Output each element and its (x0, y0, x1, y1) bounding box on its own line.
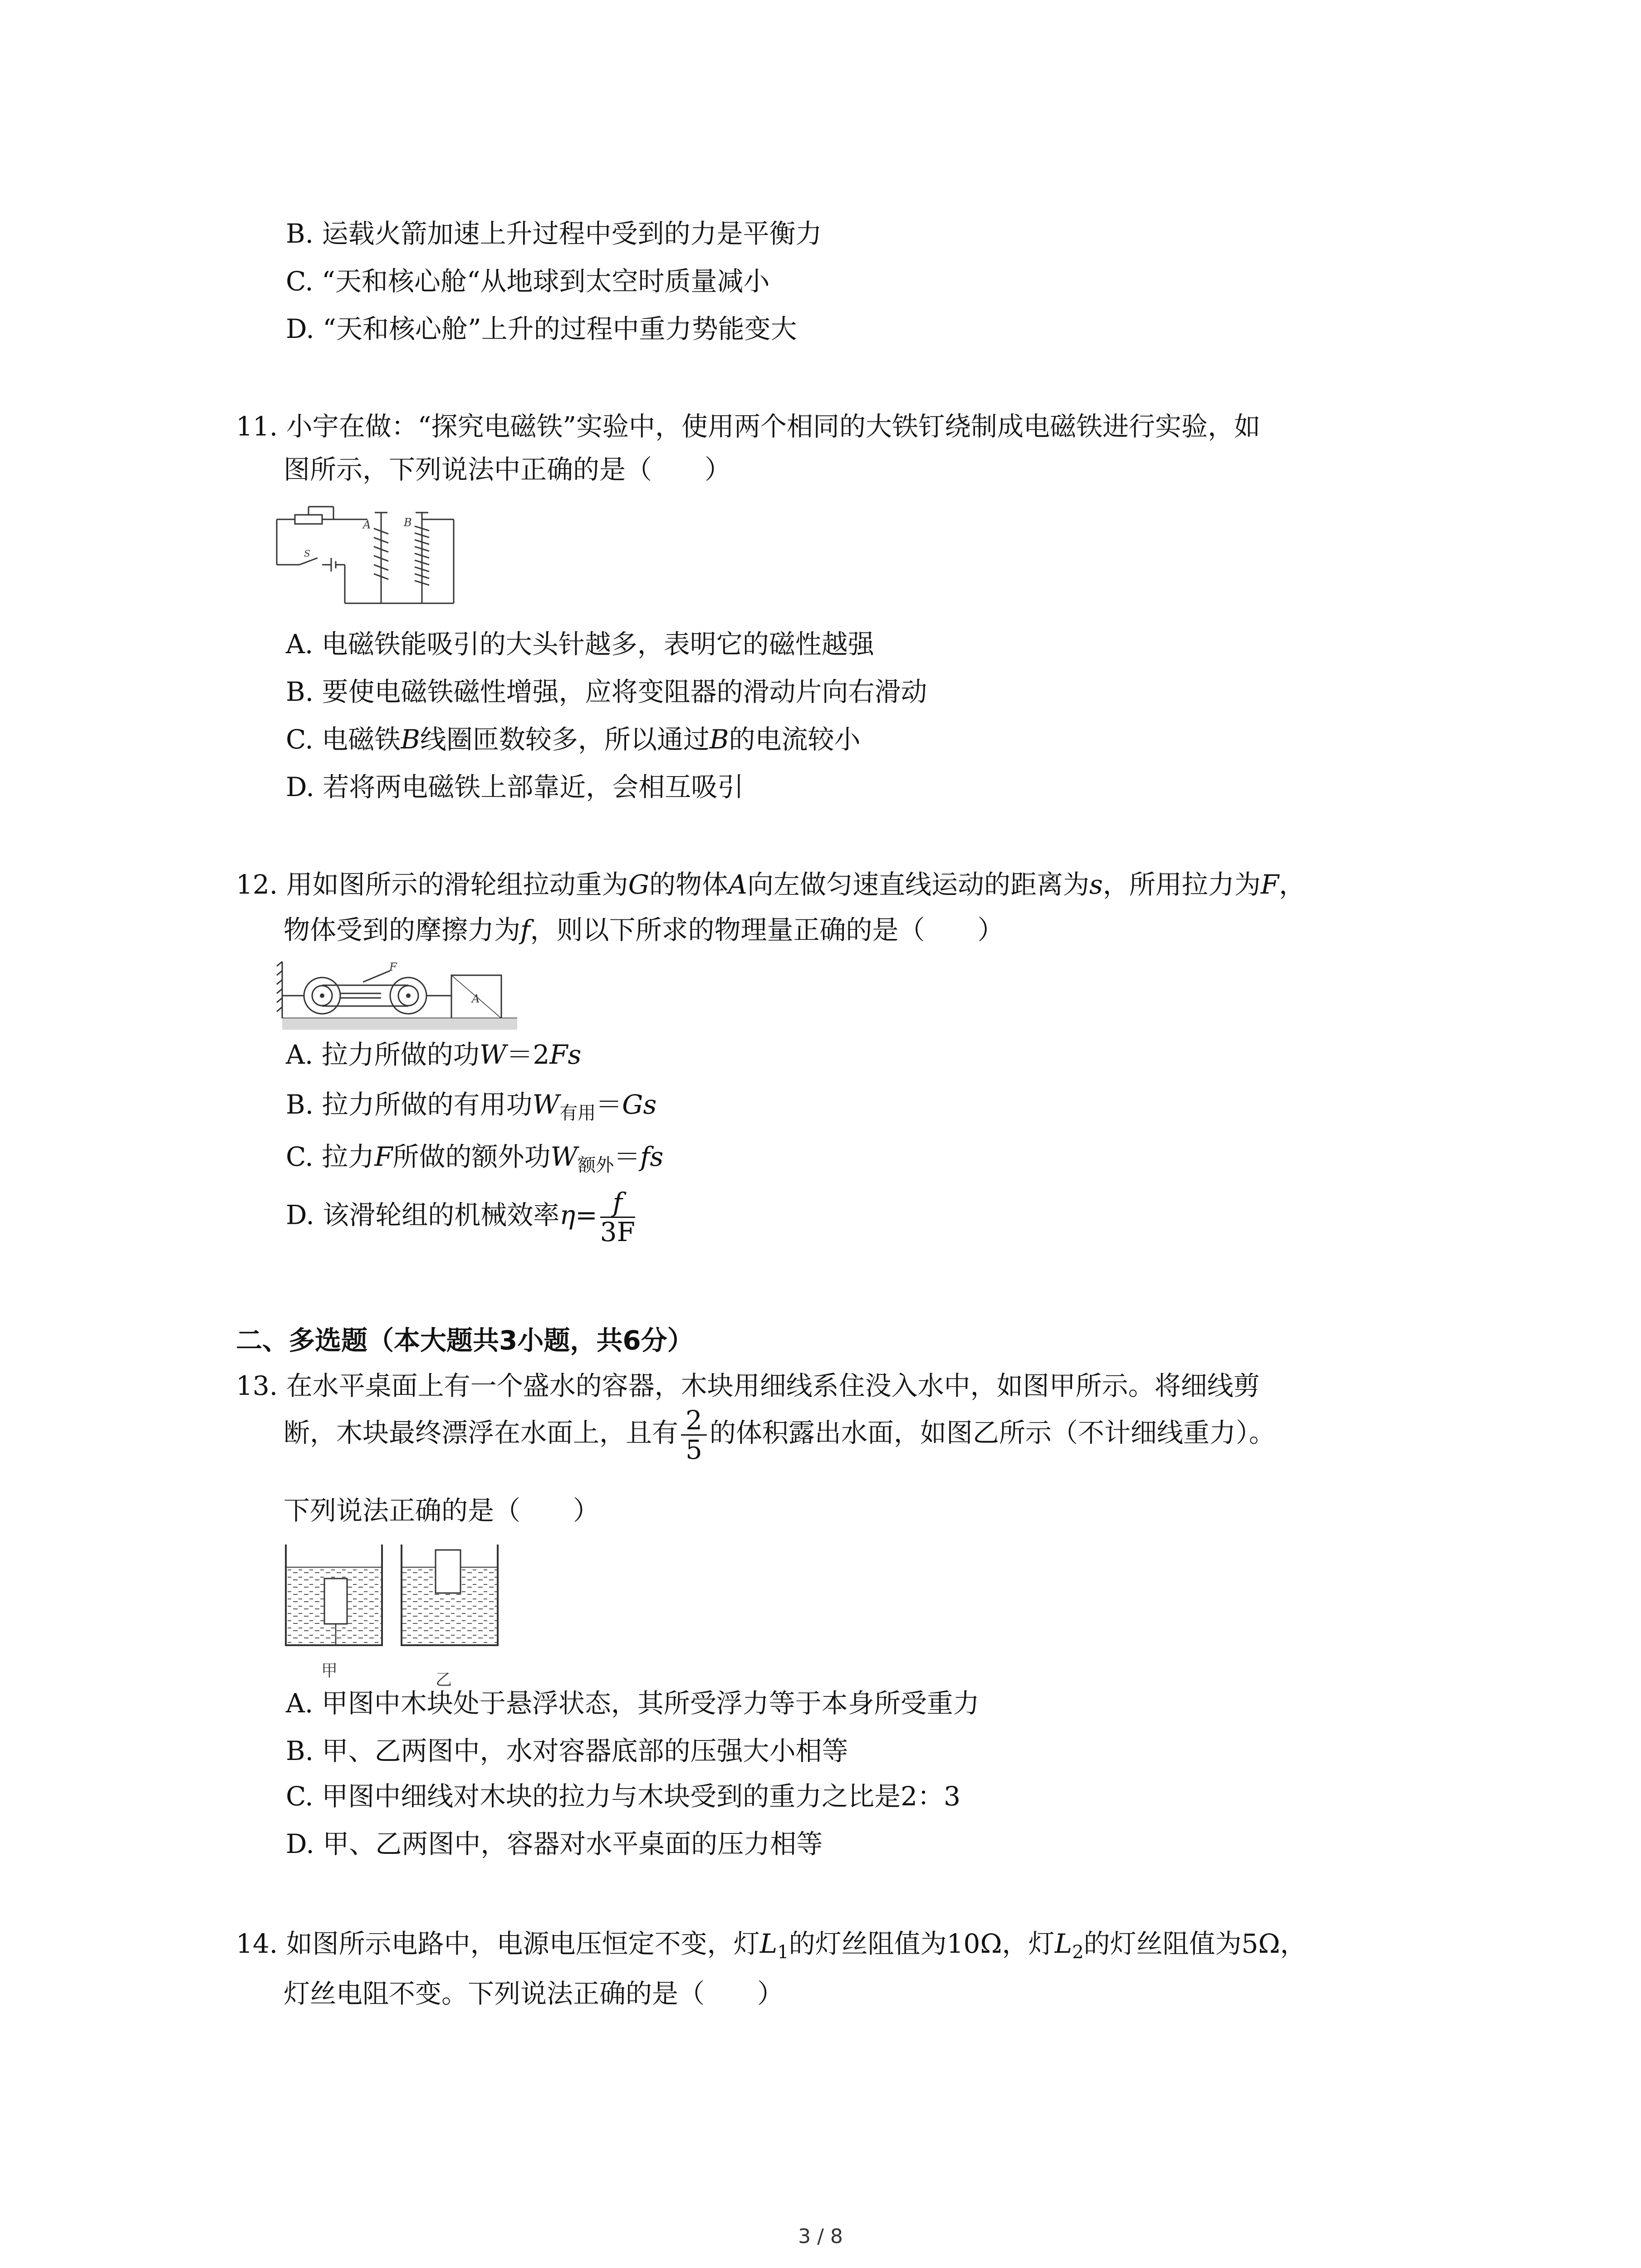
q13-option-d: D. 甲、乙两图中，容器对水平桌面的压力相等 (286, 1828, 823, 1859)
q12-option-d-fraction: $\frac{f}{3F}$ (600, 1187, 635, 1247)
q11-stem-line1: 11. 小宇在做：“探究电磁铁”实验中，使用两个相同的大铁钉绕制成电磁铁进行实验，如 (236, 411, 1260, 442)
page-number: 3 / 8 (798, 2225, 843, 2248)
q11-fig-label-s: S (304, 548, 310, 559)
q11-option-a: A. 电磁铁能吸引的大头针越多，表明它的磁性越强 (286, 629, 874, 660)
q14-stem-line1: 14. 如图所示电路中，电源电压恒定不变，灯$L_1$的灯丝阻值为10Ω，灯$L_2$的灯丝阻值为5Ω， (236, 1928, 1307, 1963)
q13-option-a: A. 甲图中木块处于悬浮状态，其所受浮力等于本身所受重力 (286, 1688, 980, 1719)
q12-pulley-figure (272, 957, 526, 1034)
q14-stem-line2: 灯丝电阻不变。下列说法正确的是（ ） (284, 1978, 784, 2009)
q11-fig-label-b: B (404, 516, 412, 529)
q11-option-c: C. 电磁铁B线圈匝数较多，所以通过B的电流较小 (286, 724, 861, 755)
q12-option-c: C. 拉力F所做的额外功$W_{额外}=fs$ (286, 1141, 664, 1176)
q12-stem-line2: 物体受到的摩擦力为f，则以下所求的物理量正确的是（ ） (284, 914, 1004, 945)
q12-option-d: D. 该滑轮组的机械效率η= $\frac{f}{3F}$ (286, 1187, 635, 1247)
q13-stem-line3: 下列说法正确的是（ ） (284, 1495, 600, 1526)
q10-option-c: C. “天和核心舱“从地球到太空时质量减小 (286, 266, 770, 297)
q11-fig-label-a: A (363, 518, 371, 531)
q11-option-d: D. 若将两电磁铁上部靠近，会相互吸引 (286, 772, 744, 802)
q12-stem-line1: 12. 用如图所示的滑轮组拉动重为G的物体A向左做匀速直线运动的距离为s，所用拉力为F， (236, 869, 1305, 900)
q12-fig-label-f: F (389, 961, 397, 973)
q13-fig-label-jia: 甲 (321, 1662, 338, 1680)
section-2-title: 二、多选题（本大题共3小题，共6分） (236, 1325, 694, 1356)
q13-stem-line2: 断，木块最终漂浮在水面上，且有 $\frac{2}{5}$ 的体积露出水面，如图乙所示（不计细线重力）。 (284, 1405, 1275, 1465)
q10-option-b: B. 运载火箭加速上升过程中受到的力是平衡力 (286, 218, 822, 249)
q13-option-b: B. 甲、乙两图中，水对容器底部的压强大小相等 (286, 1735, 848, 1766)
q11-option-b: B. 要使电磁铁磁性增强，应将变阻器的滑动片向右滑动 (286, 676, 927, 707)
q12-option-a: A. 拉力所做的功W＝2Fs (286, 1039, 582, 1070)
q11-electromagnet-figure (272, 501, 481, 624)
q11-stem-line2: 图所示，下列说法中正确的是（ ） (284, 454, 731, 485)
q13-option-c: C. 甲图中细线对木块的拉力与木块受到的重力之比是2：3 (286, 1781, 960, 1812)
q13-fraction: $\frac{2}{5}$ (681, 1406, 707, 1464)
q13-stem-line1: 13. 在水平桌面上有一个盛水的容器，木块用细线系住没入水中，如图甲所示。将细线剪 (236, 1370, 1260, 1401)
q10-option-d: D. “天和核心舱”上升的过程中重力势能变大 (286, 313, 797, 344)
q12-fig-label-a: A (472, 992, 480, 1005)
q13-containers-figure (281, 1540, 508, 1690)
q12-option-b: B. 拉力所做的有用功$W_{有用}=Gs$ (286, 1089, 657, 1124)
q13-fig-label-yi: 乙 (436, 1671, 452, 1689)
